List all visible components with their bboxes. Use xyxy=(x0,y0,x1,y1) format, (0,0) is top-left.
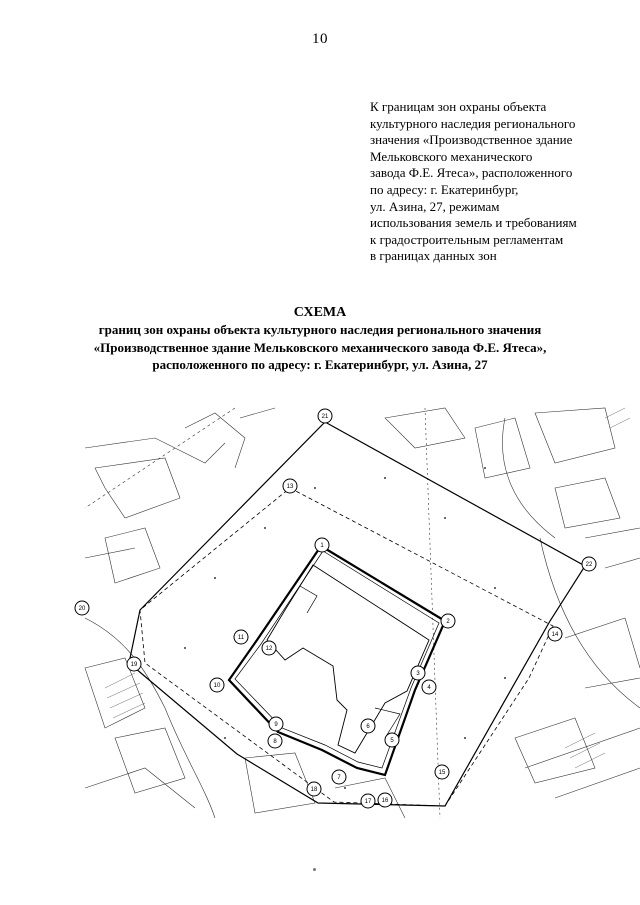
svg-text:7: 7 xyxy=(337,775,341,781)
point-marker-2 xyxy=(441,614,455,628)
point-marker-5 xyxy=(385,733,399,747)
building-outline xyxy=(267,565,429,753)
attachment-line: К границам зон охраны объекта xyxy=(370,99,547,114)
scheme-title xyxy=(0,304,640,374)
svg-text:1: 1 xyxy=(320,543,324,549)
point-marker-15 xyxy=(435,765,449,779)
scheme-title-line: границ зон охраны объекта культурного наследия регионального значения xyxy=(98,322,542,337)
attachment-line: Мельковского механического xyxy=(370,148,533,164)
svg-text:14: 14 xyxy=(551,632,559,638)
svg-text:18: 18 xyxy=(310,787,318,793)
point-marker-1 xyxy=(315,538,329,552)
survey-background-lines xyxy=(85,408,640,818)
svg-text:5: 5 xyxy=(390,738,394,744)
point-marker-6 xyxy=(361,719,375,733)
site-plan-drawing xyxy=(78,408,640,818)
scan-dot xyxy=(313,868,316,871)
svg-text:3: 3 xyxy=(416,671,420,677)
svg-text:6: 6 xyxy=(366,724,370,730)
svg-text:21: 21 xyxy=(321,414,329,420)
svg-text:22: 22 xyxy=(585,562,593,568)
attachment-line: завода Ф.Е. Ятеса», расположенного xyxy=(370,165,573,181)
point-marker-13 xyxy=(283,479,297,493)
point-marker-18 xyxy=(307,782,321,796)
point-marker-17 xyxy=(361,794,375,808)
point-marker-22 xyxy=(582,557,596,571)
svg-text:2: 2 xyxy=(446,619,450,625)
svg-text:20: 20 xyxy=(78,606,86,612)
svg-text:10: 10 xyxy=(213,683,221,689)
attachment-line: значения «Производственное здание xyxy=(370,132,573,148)
scheme-title-line: расположенного по адресу: г. Екатеринбург, ул. Азина, 27 xyxy=(152,357,488,372)
svg-text:11: 11 xyxy=(237,635,245,641)
point-marker-12 xyxy=(262,641,276,655)
scheme-title-line: «Производственное здание Мельковского механического завода Ф.Е. Ятеса», xyxy=(93,339,547,355)
point-marker-4 xyxy=(422,680,436,694)
attachment-line: ул. Азина, 27, режимам xyxy=(370,198,500,214)
attachment-note xyxy=(370,99,620,265)
point-marker-16 xyxy=(378,793,392,807)
svg-text:15: 15 xyxy=(438,770,446,776)
svg-text:12: 12 xyxy=(265,646,273,652)
point-marker-21 xyxy=(318,409,332,423)
point-marker-11 xyxy=(234,630,248,644)
point-marker-8 xyxy=(268,734,282,748)
page-number: 10 xyxy=(312,31,328,47)
attachment-line: к градостроительным регламентам xyxy=(370,231,564,247)
svg-text:8: 8 xyxy=(273,739,277,745)
svg-text:4: 4 xyxy=(427,685,431,691)
boundary-points xyxy=(75,409,596,808)
attachment-line: в границах данных зон xyxy=(370,248,497,264)
point-marker-20 xyxy=(75,601,89,615)
outer-zone-boundary xyxy=(129,422,585,806)
svg-text:17: 17 xyxy=(364,799,372,805)
svg-text:19: 19 xyxy=(130,662,138,668)
point-marker-9 xyxy=(269,717,283,731)
scheme-heading: СХЕМА xyxy=(293,305,347,320)
attachment-line: по адресу: г. Екатеринбург, xyxy=(370,181,519,197)
site-plan-scheme xyxy=(78,408,640,818)
territory-boundary-inner xyxy=(235,551,439,768)
svg-text:13: 13 xyxy=(286,484,294,490)
point-marker-10 xyxy=(210,678,224,692)
svg-text:16: 16 xyxy=(381,798,389,804)
point-marker-19 xyxy=(127,657,141,671)
point-marker-7 xyxy=(332,770,346,784)
hatching xyxy=(105,408,630,768)
point-marker-3 xyxy=(411,666,425,680)
attachment-line: культурного наследия регионального xyxy=(370,115,576,131)
point-marker-14 xyxy=(548,627,562,641)
inner-zone-boundary xyxy=(140,488,553,806)
svg-text:9: 9 xyxy=(274,722,278,728)
attachment-line: использования земель и требованиям xyxy=(370,215,577,231)
